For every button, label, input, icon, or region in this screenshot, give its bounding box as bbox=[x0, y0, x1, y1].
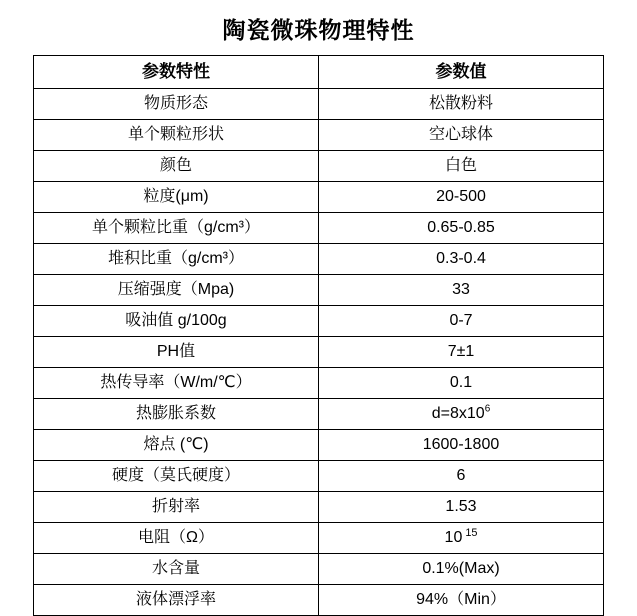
table-row bbox=[34, 492, 604, 523]
parameter-name-cell: 堆积比重（g/cm³） bbox=[34, 244, 319, 275]
table-header-row bbox=[34, 56, 604, 89]
parameter-name-cell: 电阻（Ω） bbox=[34, 523, 319, 554]
parameter-value-cell bbox=[319, 306, 604, 337]
column-header-parameter: 参数特性 bbox=[34, 56, 319, 89]
value-text: 0.3-0.4 bbox=[436, 250, 486, 268]
column-header-value: 参数值 bbox=[319, 56, 604, 89]
parameter-value-cell bbox=[319, 461, 604, 492]
value-text: 松散粉料 bbox=[428, 95, 493, 113]
parameter-name-cell: 粒度(μm) bbox=[34, 182, 319, 213]
parameter-name-cell: 吸油值 g/100g bbox=[34, 306, 319, 337]
table-row bbox=[34, 399, 604, 430]
table-row bbox=[34, 554, 604, 585]
value-text: 1.53 bbox=[445, 498, 477, 516]
parameter-name-cell: 水含量 bbox=[34, 554, 319, 585]
parameter-value-cell bbox=[319, 89, 604, 120]
value-text: 33 bbox=[452, 281, 470, 299]
parameter-value-cell bbox=[319, 523, 604, 554]
parameter-value-cell bbox=[319, 244, 604, 275]
parameter-value-cell bbox=[319, 120, 604, 151]
table-row bbox=[34, 275, 604, 306]
parameter-value-cell bbox=[319, 368, 604, 399]
table-row bbox=[34, 337, 604, 368]
page-title: 陶瓷微珠物理特性 bbox=[222, 17, 415, 43]
parameter-value-cell bbox=[319, 399, 604, 430]
parameter-value-cell bbox=[319, 275, 604, 306]
table-body bbox=[34, 89, 604, 616]
parameter-name-cell: 压缩强度（Mpa) bbox=[34, 275, 319, 306]
table-row bbox=[34, 461, 604, 492]
table-row bbox=[34, 585, 604, 616]
table-row bbox=[34, 244, 604, 275]
parameter-name-cell: 单个颗粒形状 bbox=[34, 120, 319, 151]
value-text: 0-7 bbox=[449, 312, 473, 330]
value-text: 0.65-0.85 bbox=[427, 219, 495, 237]
table-header bbox=[34, 56, 604, 89]
value-text: 白色 bbox=[444, 157, 477, 175]
table-row bbox=[34, 182, 604, 213]
parameter-name-cell: PH值 bbox=[34, 337, 319, 368]
spec-table-container bbox=[0, 55, 637, 616]
value-text: 10 bbox=[444, 529, 463, 547]
value-text: 1600-1800 bbox=[422, 436, 500, 454]
table-row bbox=[34, 368, 604, 399]
table-row bbox=[34, 120, 604, 151]
parameter-value-cell bbox=[319, 337, 604, 368]
value-exponent: 15 bbox=[465, 526, 478, 539]
value-text: 94%（Min） bbox=[416, 591, 506, 609]
parameter-name-cell: 液体漂浮率 bbox=[34, 585, 319, 616]
parameter-name-cell: 热膨胀系数 bbox=[34, 399, 319, 430]
value-text: 20-500 bbox=[436, 188, 486, 206]
parameter-value-cell bbox=[319, 585, 604, 616]
table-row bbox=[34, 523, 604, 554]
parameter-value-cell bbox=[319, 213, 604, 244]
value-text: 空心球体 bbox=[428, 126, 493, 144]
value-text: 6 bbox=[456, 467, 466, 485]
table-row bbox=[34, 213, 604, 244]
parameter-name-cell: 热传导率（W/m/℃） bbox=[34, 368, 319, 399]
table-row bbox=[34, 306, 604, 337]
parameter-name-cell: 物质形态 bbox=[34, 89, 319, 120]
parameter-name-cell: 颜色 bbox=[34, 151, 319, 182]
ceramic-bead-properties-table bbox=[33, 55, 604, 616]
parameter-value-cell bbox=[319, 554, 604, 585]
value-text: 7±1 bbox=[447, 343, 475, 361]
table-row bbox=[34, 151, 604, 182]
value-exponent: 6 bbox=[484, 403, 491, 415]
parameter-value-cell bbox=[319, 492, 604, 523]
table-row bbox=[34, 430, 604, 461]
value-text: d=8x10 bbox=[431, 405, 485, 423]
parameter-name-cell: 折射率 bbox=[34, 492, 319, 523]
value-text: 0.1 bbox=[449, 374, 473, 392]
parameter-name-cell: 单个颗粒比重（g/cm³） bbox=[34, 213, 319, 244]
parameter-name-cell: 硬度（莫氏硬度） bbox=[34, 461, 319, 492]
parameter-name-cell: 熔点 (℃) bbox=[34, 430, 319, 461]
table-row bbox=[34, 89, 604, 120]
parameter-value-cell bbox=[319, 151, 604, 182]
parameter-value-cell bbox=[319, 182, 604, 213]
parameter-value-cell bbox=[319, 430, 604, 461]
value-text: 0.1%(Max) bbox=[422, 560, 500, 578]
